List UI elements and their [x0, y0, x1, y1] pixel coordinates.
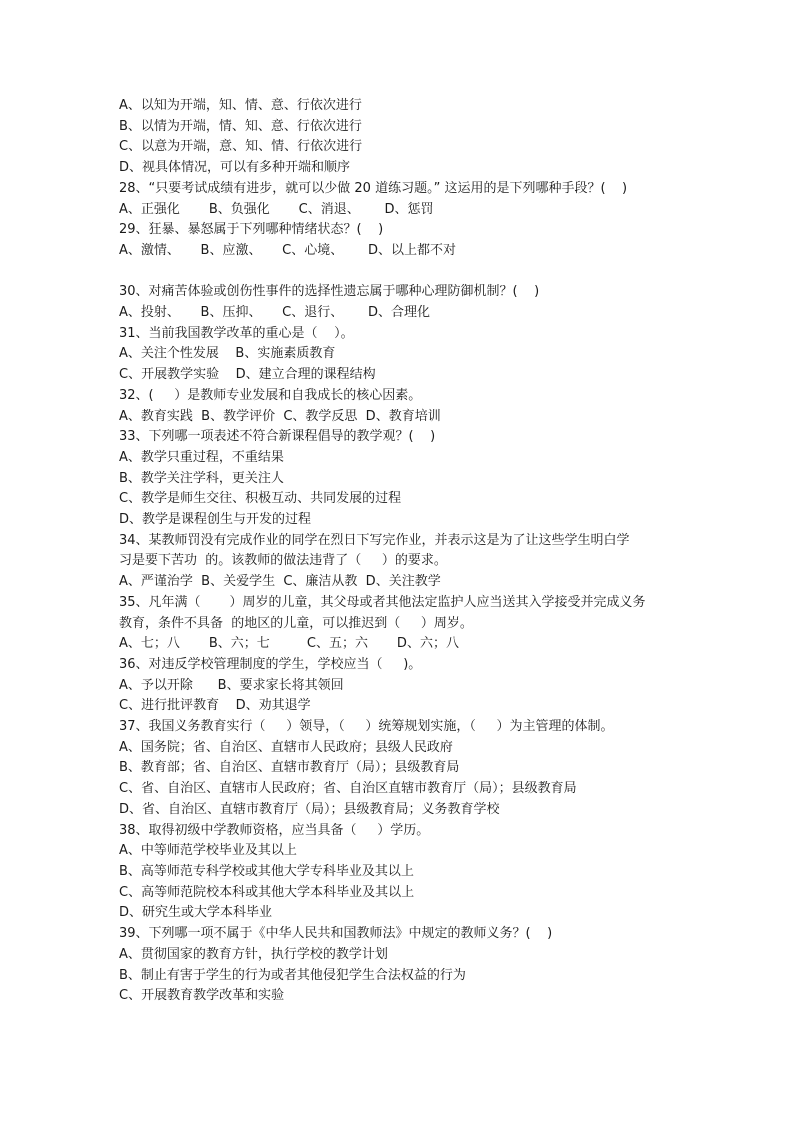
text-line: 28、“只要考试成绩有进步，就可以少做 20 道练习题。” 这运用的是下列哪种手段？( ): [119, 180, 628, 196]
text-line: A、正强化 B、负强化 C、消退、 D、惩罚: [119, 201, 434, 217]
text-line: 35、凡年满（ ）周岁的儿童，其父母或者其他法定监护人应当送其入学接受并完成义务: [119, 594, 646, 610]
text-line: D、教学是课程创生与开发的过程: [119, 512, 312, 528]
text-line: 29、狂暴、暴怒属于下列哪种情绪状态？( ): [119, 222, 384, 238]
text-line: 32、( ）是教师专业发展和自我成长的核心因素。: [119, 387, 422, 403]
text-line: 30、对痛苦体验或创伤性事件的选择性遗忘属于哪种心理防御机制？( ): [119, 284, 540, 300]
text-line: B、以情为开端，情、知、意、行依次进行: [119, 118, 362, 134]
text-line: A、严谨治学 B、关爱学生 C、廉洁从教 D、关注教学: [119, 574, 441, 590]
text-line: A、中等师范学校毕业及其以上: [119, 843, 297, 859]
text-line: 教育，条件不具备 的地区的儿童，可以推迟到（ ）周岁。: [119, 615, 473, 631]
text-line: 31、当前我国教学改革的重心是（ ）。: [119, 325, 354, 341]
text-line: B、制止有害于学生的行为或者其他侵犯学生合法权益的行为: [119, 967, 466, 983]
text-line: 39、下列哪一项不属于《中华人民共和国教师法》中规定的教师义务？( ): [119, 926, 553, 942]
exam-text-block: [119, 96, 679, 1007]
text-line: A、激情、 B、应激、 C、心境、 D、以上都不对: [119, 242, 457, 258]
text-line: 37、我国义务教育实行（ ）领导，（ ）统筹规划实施，（ ）为主管理的体制。: [119, 719, 614, 735]
text-line: 34、某教师罚没有完成作业的同学在烈日下写完作业，并表示这是为了让这些学生明白学: [119, 532, 630, 548]
text-line: 38、取得初级中学教师资格，应当具备（ ）学历。: [119, 822, 430, 838]
text-line: D、省、自治区、直辖市教育厅（局）；县级教育局；义务教育学校: [119, 801, 500, 817]
text-line: B、高等师范专科学校或其他大学专科毕业及其以上: [119, 864, 414, 879]
text-line: B、教学关注学科，更关注人: [119, 470, 284, 486]
text-line: A、教育实践 B、教学评价 C、教学反思 D、教育培训: [119, 408, 441, 424]
blank-line: [119, 262, 679, 283]
text-line: D、视具体情况，可以有多种开端和顺序: [119, 160, 351, 176]
text-line: A、教学只重过程，不重结果: [119, 449, 284, 465]
text-line: A、七；八 B、六；七 C、五；六 D、六；八: [119, 636, 459, 652]
text-line: A、以知为开端，知、情、意、行依次进行: [119, 98, 362, 113]
text-line: A、投射、 B、压抑、 C、退行、 D、合理化: [119, 305, 431, 321]
text-line: A、贯彻国家的教育方针，执行学校的教学计划: [119, 946, 388, 962]
text-line: A、关注个性发展 B、实施素质教育: [119, 346, 336, 362]
text-line: C、进行批评教育 D、劝其退学: [119, 698, 311, 714]
text-line: C、开展教学实验 D、建立合理的课程结构: [119, 367, 376, 383]
text-line: C、开展教育教学改革和实验: [119, 988, 285, 1004]
text-line: C、教学是师生交往、积极互动、共同发展的过程: [119, 491, 402, 507]
text-line: 33、下列哪一项表述不符合新课程倡导的教学观？( ): [119, 429, 436, 445]
text-line: C、高等师范院校本科或其他大学本科毕业及其以上: [119, 884, 415, 900]
text-line: C、以意为开端，意、知、情、行依次进行: [119, 139, 363, 155]
text-line: 36、对违反学校管理制度的学生，学校应当（ )。: [119, 656, 422, 672]
text-line: A、国务院；省、自治区、直辖市人民政府；县级人民政府: [119, 739, 453, 755]
text-line: B、教育部；省、自治区、直辖市教育厅（局）；县级教育局: [119, 760, 460, 776]
text-line: A、予以开除 B、要求家长将其领回: [119, 677, 344, 693]
text-line: D、研究生或大学本科毕业: [119, 905, 273, 921]
text-line: C、省、自治区、直辖市人民政府；省、自治区直辖市教育厅（局）；县级教育局: [119, 781, 577, 797]
text-line: 习是要下苦功 的。该教师的做法违背了（ ）的要求。: [119, 553, 447, 569]
